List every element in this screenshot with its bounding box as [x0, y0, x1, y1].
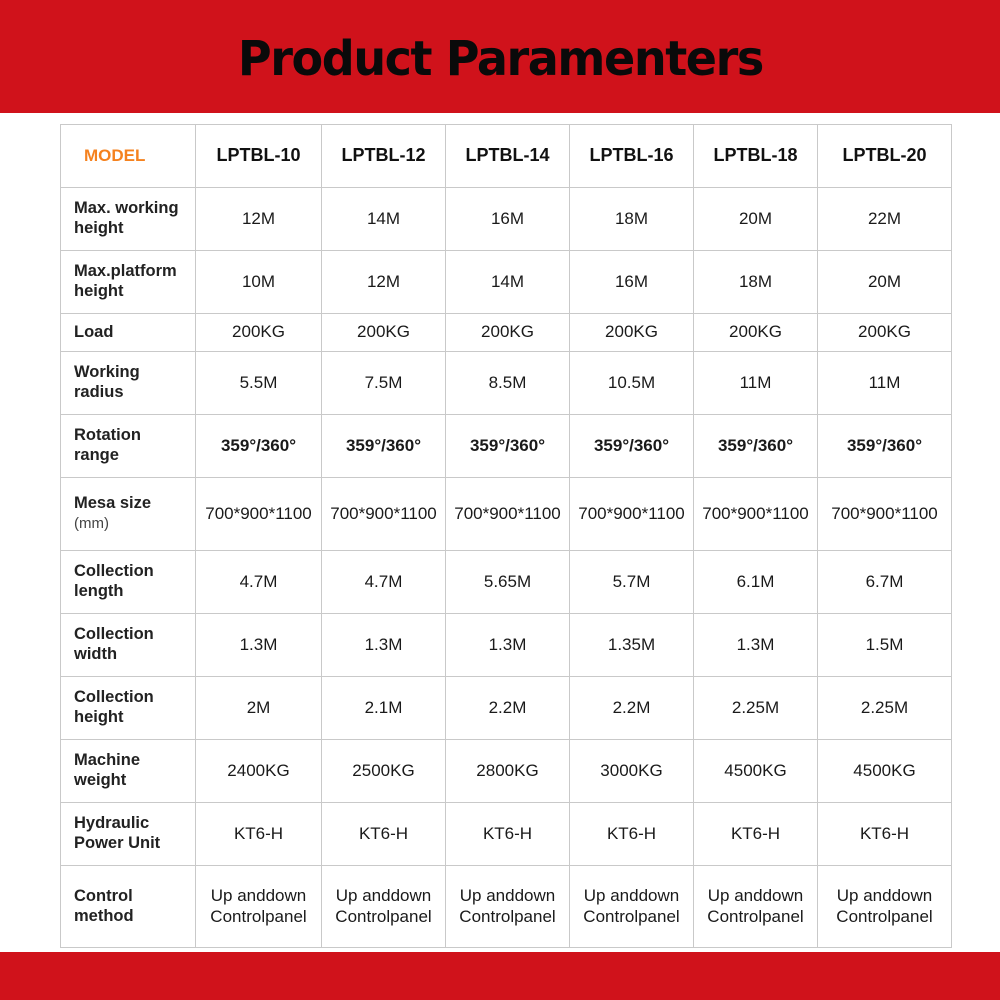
value-cell: 16M: [446, 188, 570, 251]
value-cell: 6.7M: [818, 551, 952, 614]
row-label-line: Max.platform: [74, 262, 177, 281]
value-cell: 359°/360°: [196, 415, 322, 478]
row-label-line: weight: [74, 771, 127, 789]
row-label: [61, 677, 196, 740]
value-cell: 7.5M: [322, 352, 446, 415]
model-name-header: LPTBL-14: [446, 125, 570, 188]
row-label-line: Power Unit: [74, 834, 161, 852]
table-row: [61, 188, 952, 251]
value-cell: 2.1M: [322, 677, 446, 740]
row-label-line: Max. working: [74, 199, 179, 218]
value-cell: 200KG: [818, 314, 952, 352]
value-cell: KT6-H: [818, 803, 952, 866]
value-cell: 359°/360°: [818, 415, 952, 478]
value-cell: 359°/360°: [446, 415, 570, 478]
row-label: [61, 251, 196, 314]
value-cell: 16M: [570, 251, 694, 314]
value-cell: 5.65M: [446, 551, 570, 614]
value-cell: 359°/360°: [570, 415, 694, 478]
row-label-line: method: [74, 906, 134, 925]
table-row: [61, 478, 952, 551]
title-banner: [0, 0, 1000, 113]
row-label-line: (mm): [74, 515, 109, 532]
value-cell: 20M: [818, 251, 952, 314]
value-cell: 2800KG: [446, 740, 570, 803]
table-row: [61, 352, 952, 415]
row-label-line: Collection: [74, 562, 154, 581]
value-cell: [446, 866, 570, 948]
model-name-header: LPTBL-12: [322, 125, 446, 188]
value-cell: 2400KG: [196, 740, 322, 803]
value-cell: 10M: [196, 251, 322, 314]
value-cell: 700*900*1100: [196, 478, 322, 551]
value-line: Controlpanel: [707, 906, 804, 926]
model-name-header: LPTBL-10: [196, 125, 322, 188]
table-row: [61, 415, 952, 478]
table-row: [61, 251, 952, 314]
value-cell: 1.3M: [322, 614, 446, 677]
value-cell: 4500KG: [694, 740, 818, 803]
row-label-line: Hydraulic: [74, 814, 150, 833]
row-label: [61, 314, 196, 352]
row-label-line: height: [74, 708, 124, 726]
row-label-line: length: [74, 582, 124, 600]
model-header-label: MODEL: [61, 125, 196, 188]
value-line: Up anddown: [836, 886, 933, 906]
value-cell: 2.25M: [694, 677, 818, 740]
value-cell: 4.7M: [322, 551, 446, 614]
table-row: [61, 314, 952, 352]
row-label: [61, 188, 196, 251]
value-cell: 2.25M: [818, 677, 952, 740]
row-label: [61, 551, 196, 614]
value-line: Controlpanel: [459, 906, 556, 926]
value-cell: 200KG: [196, 314, 322, 352]
footer-banner: [0, 952, 1000, 1000]
value-line: Up anddown: [583, 886, 680, 906]
value-cell: 8.5M: [446, 352, 570, 415]
value-cell: 6.1M: [694, 551, 818, 614]
value-line: Up anddown: [459, 886, 556, 906]
row-label: [61, 352, 196, 415]
value-cell: 1.3M: [694, 614, 818, 677]
value-cell: 200KG: [570, 314, 694, 352]
row-label-line: height: [74, 219, 124, 237]
row-label: [61, 614, 196, 677]
value-cell: 22M: [818, 188, 952, 251]
value-cell: KT6-H: [322, 803, 446, 866]
table-row: [61, 866, 952, 948]
value-cell: 11M: [694, 352, 818, 415]
value-cell: [694, 866, 818, 948]
value-cell: 200KG: [446, 314, 570, 352]
row-label-line: Load: [74, 322, 114, 341]
value-cell: KT6-H: [570, 803, 694, 866]
table-row: [61, 677, 952, 740]
value-cell: 700*900*1100: [694, 478, 818, 551]
value-cell: 2.2M: [446, 677, 570, 740]
table-row: [61, 551, 952, 614]
value-line: Controlpanel: [836, 906, 933, 926]
value-cell: 14M: [322, 188, 446, 251]
value-line: Controlpanel: [210, 906, 307, 926]
row-label: [61, 478, 196, 551]
value-cell: 1.3M: [446, 614, 570, 677]
value-cell: 12M: [322, 251, 446, 314]
row-label-line: height: [74, 282, 124, 300]
value-cell: [196, 866, 322, 948]
value-cell: 10.5M: [570, 352, 694, 415]
parameters-table: [60, 124, 952, 948]
value-cell: 700*900*1100: [818, 478, 952, 551]
value-line: Controlpanel: [335, 906, 432, 926]
table-header-row: [61, 125, 952, 188]
table-row: [61, 614, 952, 677]
value-cell: 2.2M: [570, 677, 694, 740]
row-label-line: Collection: [74, 625, 154, 644]
page-title: Product Paramenters: [237, 30, 763, 87]
value-cell: 200KG: [694, 314, 818, 352]
row-label-line: width: [74, 645, 118, 663]
value-cell: 18M: [570, 188, 694, 251]
value-cell: 14M: [446, 251, 570, 314]
table-row: [61, 740, 952, 803]
row-label: [61, 740, 196, 803]
row-label-line: Control: [74, 886, 133, 905]
value-cell: 359°/360°: [322, 415, 446, 478]
value-cell: 1.5M: [818, 614, 952, 677]
value-line: Up anddown: [210, 886, 307, 906]
value-cell: 5.7M: [570, 551, 694, 614]
value-cell: 359°/360°: [694, 415, 818, 478]
row-label: [61, 866, 196, 948]
value-line: Controlpanel: [583, 906, 680, 926]
value-cell: [322, 866, 446, 948]
row-label-line: Machine: [74, 751, 141, 770]
row-label-line: Working: [74, 363, 140, 382]
row-label-line: radius: [74, 383, 124, 401]
value-cell: 700*900*1100: [570, 478, 694, 551]
value-cell: KT6-H: [196, 803, 322, 866]
value-cell: 700*900*1100: [322, 478, 446, 551]
value-cell: 11M: [818, 352, 952, 415]
model-name-header: LPTBL-18: [694, 125, 818, 188]
row-label-line: Rotation: [74, 426, 141, 445]
value-cell: 700*900*1100: [446, 478, 570, 551]
value-cell: 4500KG: [818, 740, 952, 803]
value-cell: [818, 866, 952, 948]
value-cell: KT6-H: [446, 803, 570, 866]
row-label-line: Collection: [74, 688, 154, 707]
row-label: [61, 803, 196, 866]
row-label: [61, 415, 196, 478]
value-cell: 12M: [196, 188, 322, 251]
row-label-line: Mesa size: [74, 494, 152, 513]
value-cell: KT6-H: [694, 803, 818, 866]
value-cell: 20M: [694, 188, 818, 251]
table-row: [61, 803, 952, 866]
value-line: Up anddown: [707, 886, 804, 906]
value-cell: [570, 866, 694, 948]
value-cell: 18M: [694, 251, 818, 314]
value-cell: 2M: [196, 677, 322, 740]
model-name-header: LPTBL-20: [818, 125, 952, 188]
value-cell: 5.5M: [196, 352, 322, 415]
value-cell: 1.35M: [570, 614, 694, 677]
row-label-line: range: [74, 446, 119, 464]
value-cell: 3000KG: [570, 740, 694, 803]
value-line: Up anddown: [335, 886, 432, 906]
value-cell: 4.7M: [196, 551, 322, 614]
value-cell: 1.3M: [196, 614, 322, 677]
value-cell: 2500KG: [322, 740, 446, 803]
value-cell: 200KG: [322, 314, 446, 352]
model-name-header: LPTBL-16: [570, 125, 694, 188]
